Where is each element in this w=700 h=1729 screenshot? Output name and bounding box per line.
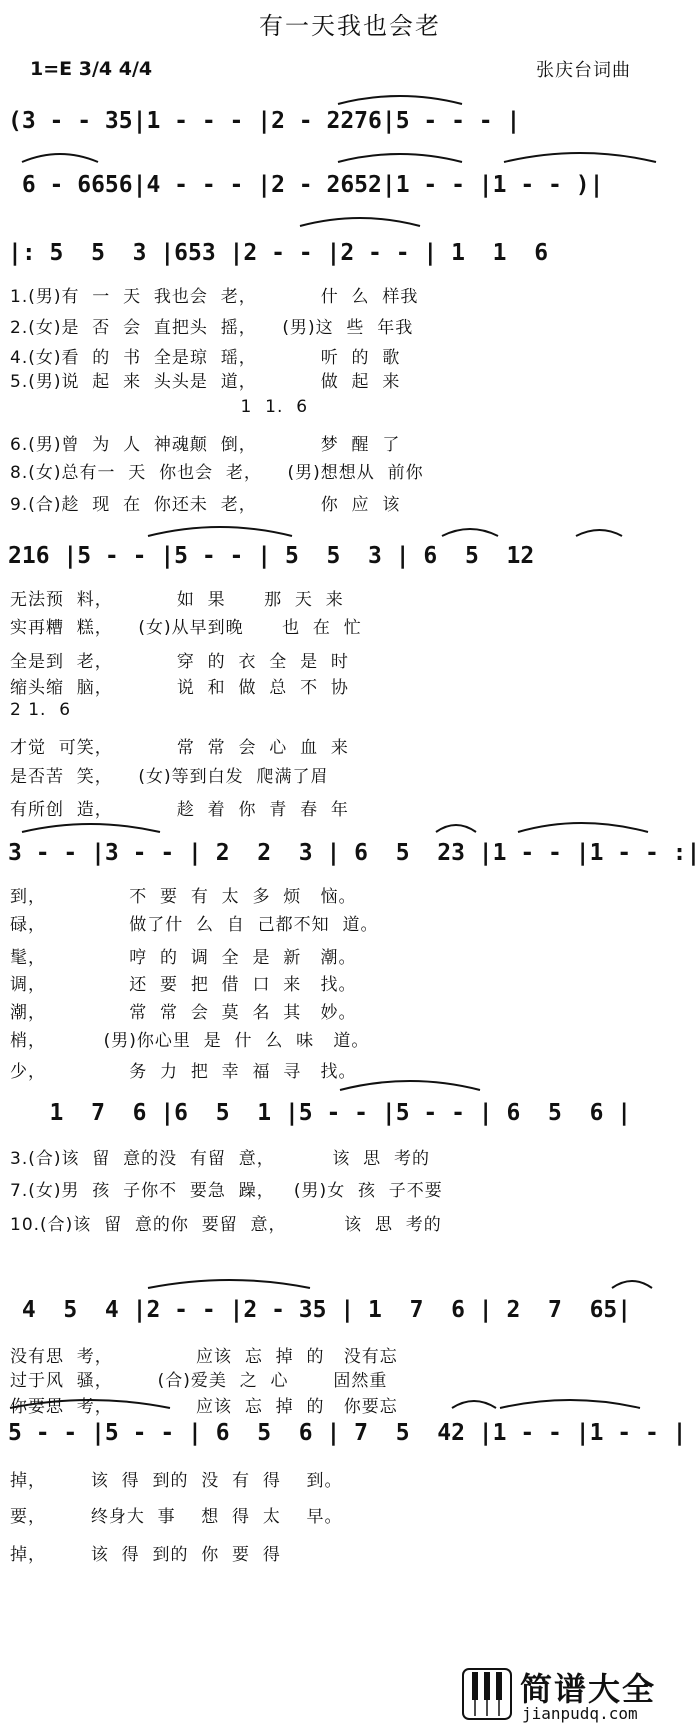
lyric-line: 有所创 造， 趁 着 你 青 春 年 xyxy=(10,800,349,820)
notation-line: 4 5 4 |2 - - |2 - 35 | 1 7 6 | 2 7 65| xyxy=(8,1297,632,1323)
notation-line: 5 - - |5 - - | 6 5 6 | 7 5 42 |1 - - |1 - - | xyxy=(8,1420,687,1446)
piano-keys-icon xyxy=(462,1668,512,1720)
lyric-line: 实再糟 糕， (女)从早到晚 也 在 忙 xyxy=(10,618,362,638)
lyric-line: 碌， 做了什 么 自 己都不知 道。 xyxy=(10,915,379,935)
lyric-line: 7.(女)男 孩 子你不 要急 躁， (男)女 孩 子不要 xyxy=(10,1181,443,1201)
notation-line: 216 |5 - - |5 - - | 5 5 3 | 6 5 12 xyxy=(8,543,535,569)
lyric-line: 6.(男)曾 为 人 神魂颠 倒， 梦 醒 了 xyxy=(10,435,401,455)
lyric-line: 没有思 考， 应该 忘 掉 的 没有忘 xyxy=(10,1347,398,1367)
lyric-line: 5.(男)说 起 来 头头是 道， 做 起 来 xyxy=(10,372,401,392)
lyric-line: 8.(女)总有一 天 你也会 老， (男)想想从 前你 xyxy=(10,463,424,483)
notation-line: (3 - - 35|1 - - - |2 - 2276|5 - - - | xyxy=(8,108,521,134)
notation-line: 6 - 6656|4 - - - |2 - 2652|1 - - |1 - - )| xyxy=(8,172,604,198)
lyric-line: 4.(女)看 的 书 全是琼 瑶， 听 的 歌 xyxy=(10,348,401,368)
lyric-line: 少， 务 力 把 幸 福 寻 找。 xyxy=(10,1062,357,1082)
lyric-line: 缩头缩 脑， 说 和 做 总 不 协 xyxy=(10,678,349,698)
lyric-line: 无法预 料， 如 果 那 天 来 xyxy=(10,590,344,610)
lyric-line: 1 1. 6 xyxy=(10,397,309,417)
lyric-line: 才觉 可笑， 常 常 会 心 血 来 xyxy=(10,738,349,758)
lyric-line: 梢， (男)你心里 是 什 么 味 道。 xyxy=(10,1031,370,1051)
notation-line: |: 5 5 3 |653 |2 - - |2 - - | 1 1 6 xyxy=(8,240,562,266)
lyric-line: 2.(女)是 否 会 直把头 摇， (男)这 些 年我 xyxy=(10,318,414,338)
lyric-line: 2 1. 6 xyxy=(10,700,72,720)
notation-line: 3 - - |3 - - | 2 2 3 | 6 5 23 |1 - - |1 - - :| xyxy=(8,840,700,866)
key-signature: 1=E 3/4 4/4 xyxy=(30,58,153,80)
lyric-line: 过于风 骚， (合)爱美 之 心 固然重 xyxy=(10,1371,388,1391)
watermark-url: jianpudq.com xyxy=(522,1704,638,1723)
site-watermark xyxy=(462,1662,696,1726)
lyric-line: 9.(合)趁 现 在 你还未 老， 你 应 该 xyxy=(10,495,401,515)
lyric-line: 是否苦 笑， (女)等到白发 爬满了眉 xyxy=(10,767,329,787)
lyric-line: 要， 终身大 事 想 得 太 早。 xyxy=(10,1507,343,1527)
lyric-line: 到， 不 要 有 太 多 烦 恼。 xyxy=(10,887,357,907)
lyric-line: 掉， 该 得 到的 没 有 得 到。 xyxy=(10,1471,343,1491)
composer-credit: 张庆台词曲 xyxy=(536,60,631,81)
lyric-line: 全是到 老， 穿 的 衣 全 是 时 xyxy=(10,652,349,672)
lyric-line: 3.(合)该 留 意的没 有留 意， 该 思 考的 xyxy=(10,1149,430,1169)
lyric-line: 潮， 常 常 会 莫 名 其 妙。 xyxy=(10,1003,357,1023)
song-title: 有一天我也会老 xyxy=(259,12,441,40)
lyric-line: 1.(男)有 一 天 我也会 老， 什 么 样我 xyxy=(10,287,419,307)
lyric-line: 掉， 该 得 到的 你 要 得 xyxy=(10,1545,281,1565)
lyric-line: 髦， 哼 的 调 全 是 新 潮。 xyxy=(10,948,357,968)
watermark-name: 简谱大全 xyxy=(520,1670,657,1708)
lyric-line: 你要思 考， 应该 忘 掉 的 你要忘 xyxy=(10,1397,398,1417)
notation-line: 1 7 6 |6 5 1 |5 - - |5 - - | 6 5 6 | xyxy=(8,1100,632,1126)
lyric-line: 10.(合)该 留 意的你 要留 意， 该 思 考的 xyxy=(10,1215,442,1235)
lyric-line: 调， 还 要 把 借 口 来 找。 xyxy=(10,975,357,995)
